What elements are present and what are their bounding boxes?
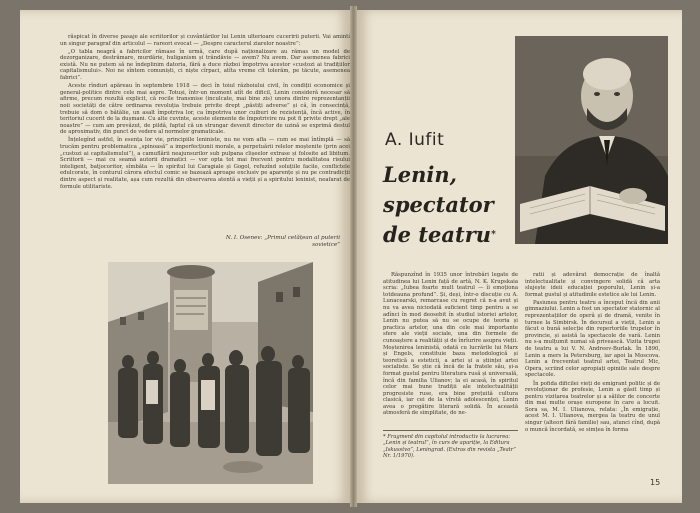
footnote-mark: * (491, 230, 496, 240)
left-paragraph: răspicat în diverse pasaje ale scriitorilor și cuvântărilor lui Lenin ulterioare cuceririi puterii. Vai amintí un singur paragraf din articolul — rareori evocat — „Despre caracterul ziarelor noastre”: (60, 34, 350, 47)
left-page (20, 10, 350, 503)
right-col2-paragraph: În pofida dificilei vieți de emigrant politic și de revoluționar de profesie, Lenin a găsit timp și pentru vizitarea teatrelor și a sălilor de concerte din mai multe orașe europene în care a locuit. Sora sa, M. I. Ulianova, relata: „În emigrație, acest M. I. Ulianova, mergea la teatru de unul singur (alteori fără familie) sau, atunci cînd, după o muncă încordată, se simțea în forma (525, 380, 660, 433)
title-line: Lenin, (383, 162, 457, 187)
caption-line: sovietice” (312, 241, 340, 248)
left-article-text (60, 34, 350, 192)
right-page (357, 10, 682, 503)
book-gutter (350, 6, 357, 507)
right-column-2 (525, 272, 660, 435)
article-title (383, 160, 496, 250)
left-paragraph: Înțelegînd astfel, în esența lor vie, principiile leniniste, nu ne vom afla — cum se mai întîmplă — să trucăm pentru problematica „spinoasă” a imperfecțiunii morale, a perpetuării relelor moștenite (prin acei „custozi ai capitalismului”), a camuflării neajunsurilor sub pulpana clișeelor extrase și folosite ad libitum. Scriitorii — mai cu seamă autorii dramatici — vor opta tot mai frecvent pentru modalitatea risului inteligent, batjocoritor, sîmbăta — în spiritul lui Caragiale și Gogol, refuzînd soluțiile facile, conflictele edulcorate, în conturul cărora efectul comic se bazează aproape exclusiv pe aparențe și nu pe contradicții dintre aspect și realitate, așa cum rezultă din observarea atentă a vieții și a spiritului leninist, neafarat de formule utilitariste. (60, 137, 350, 190)
street-photo (108, 262, 313, 484)
left-paragraph: „O tabla neagră a fabricilor rămase în urmă, care după naționalizare au rămas un model de dezorganizare, destrămare, murdărie, huliganism și trândăvie — avem? Nu avem. Dar asemenea fabrici există. Nu ne putem să ne îndeplinim datoria, fără a duce război împotriva acestor «custozi ai tradițiilor capitalismului». Noi ne sîntem comuniști, ci niște cîrpaci, atîta vreme cît tolerăm, pe tăcute, asemenea fabrici”. (60, 48, 350, 82)
street-scene-image (108, 262, 313, 484)
title-line-text: de teatru (383, 222, 492, 247)
right-col2-paragraph: ratii și adevărat democrație de înaltă intelectualitate și convingere solidă că arta slujește ideii educației poporului, Lenin și-a format gustul și atitudinile estetice ale lui Lenin. (525, 272, 660, 298)
lenin-photo (515, 36, 668, 244)
article-author: A. Iufit (385, 130, 445, 150)
lenin-portrait-image (515, 36, 668, 244)
title-line (383, 220, 496, 250)
right-col2-paragraph: Pasiunea pentru teatru a început încă din anii gimnaziului. Lenin a fost un spectator statornic al reprezentațiilor de operă și de dramă, venite în turnee la Simbirsk. În decursul a vieții, Lenin a făcut o bună selecție din repertoriile trupelor în provincie, și asistă la spectacole de vară. Lenin nu s-a mulțumit numai să privească. Vizita trupei de teatru a lui V. N. Andreev-Burlak. În 1890, Lenin a mers la Petersburg, iar apoi la Moscova. Lenin a frecventat teatrul artei, Teatrul Mic, Opera, scriind celor apropiați opiniile sale despre spectacole. (525, 299, 660, 379)
title-line: spectator (383, 192, 494, 217)
article-footnote: * Fragment din capitolul introductiv la lucrarea: „Lenin și teatrul”, în curs de apariție, la Editura „Iskusstvo”, Leningrad. (Extras din revista „Teatr” Nr. 1/1970). (383, 430, 518, 460)
right-col1-paragraph: Răspunzînd în 1935 unor întrebări legate de atitudinea lui Lenin față de artă, N. K. Krupskaia scria: „Iubea foarte mult teatrul — îi emoționa totdeauna profund”. Și, deși, într-o discuție cu A. Lunacearski, remarcase cu regret că n-a avut și nu va avea niciodată suficient timp pentru a se adînci în mod deosebit în studiul istoriei artelor, Lenin nu putea să nu se ocupe de teoria și practica artelor, una din cele mai importante sfere ale vieții sociale, una din formele de cunoaștere a realității și de înrîurire asupra vieții. Moștenirea leninistă, odată cu lucrările lui Marx și Engels, constituie baza metodologică și teoretică a esteticii, a artei și a științei artei socialiste. Se știe că încă de la fratele său, și-a format gustul pentru literatura rusă și universală, încă din familia Ulianov; la ei acasă, în spiritul celor mai bune tradiții ale intelectualității progresiste ruse, era bine prețuită cultura clasică, iar cei de la vîrstă adolescenței, Lenin avea o pregătire literară solidă. În această atmosferă de simplitate, de ne- (383, 272, 518, 417)
right-column-1 (383, 272, 518, 419)
left-paragraph: Aceste rînduri apăreau în septembrie 1918 — deci în toiul războiului civil, în condiții economice și general-politice dintre cele mai aspre. Totuși, într-un moment atît de dificil, Lenin consideră necesar să afirme, precum rezultă explicit, că rocile transmise (inculcate, mai bine zis) unora dintre reprezentanții noii societăți de către ordinarea revoluția trebuie privite drept „păstiți adverse” și că, în consecință, trebuie să dom o bătălie, un asalt împotriva lor, ca împotriva unor cuiburi de rezistență, încă active, în teritoriul cucerit de la dușmani. Cu alte cuvinte, aceste elemente de împotrivire nu pot fi privite drept „ale noastre” — cum am prevăzut, de pildă, faptul că un strungar devenit director de uzină se exprimă destul de aproximativ, din punct de vedere al normelor gramaticale. (60, 83, 350, 136)
page-number: 15 (650, 478, 661, 487)
photo-caption (170, 235, 340, 249)
caption-line: N. I. Osenev: „Primul cetățean al puterii (225, 235, 340, 241)
